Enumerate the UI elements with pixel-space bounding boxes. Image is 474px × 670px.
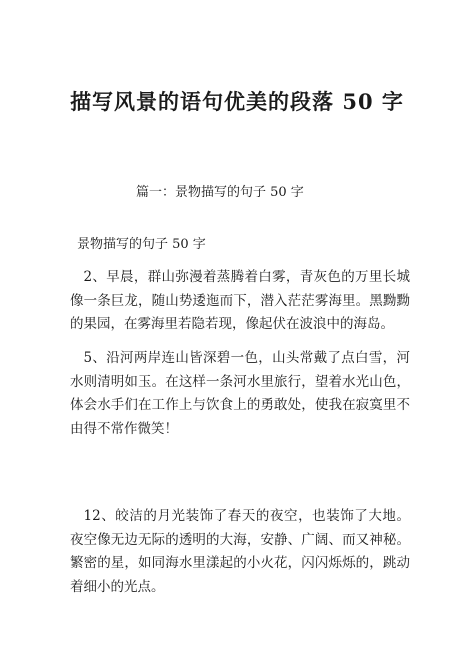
- document-title: 描写风景的语句优美的段落 50 字: [70, 89, 404, 114]
- paragraph: 5、沿河两岸连山皆深碧一色，山头常戴了点白雪，河水则清明如玉。在这样一条河水里旅行，望着水光山色，体会水手们在工作上与饮食上的勇敢处，使我在寂寞里不由得不常作微笑！: [70, 350, 410, 437]
- section-title: 篇一：景物描写的句子 50 字: [136, 185, 304, 200]
- paragraph: 12、皎洁的月光装饰了春天的夜空，也装饰了大地。夜空像无边无际的透明的大海，安静、广阔、而又神秘。繁密的星，如同海水里漾起的小火花，闪闪烁烁的，跳动着细小的光点。: [70, 508, 410, 595]
- section-heading: 景物描写的句子 50 字: [77, 237, 206, 252]
- paragraph: 2、早晨，群山弥漫着蒸腾着白雾，青灰色的万里长城像一条巨龙，随山势逶迤而下，潜入茫茫雾海里。黑黝黝的果园，在雾海里若隐若现，像起伏在波浪中的海岛。: [70, 269, 410, 332]
